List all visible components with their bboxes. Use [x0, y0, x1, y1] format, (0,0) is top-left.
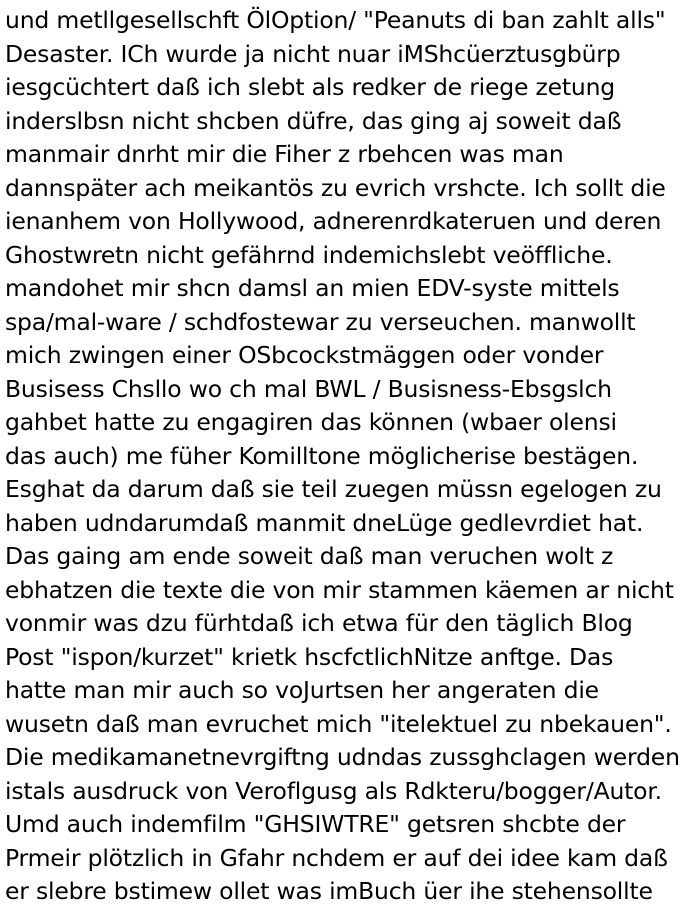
text-line: haben udndarumdaß manmit dneLüge gedlevrdiet hat.	[5, 508, 644, 537]
text-line: Die medikamanetnevrgiftng udndas zussghclagen werden	[5, 743, 680, 771]
text-line: Prmeir plötzlich in Gfahr nchdem er auf dei idee kam daß	[5, 843, 668, 872]
text-line: Desaster. ICh wurde ja nicht nuar iMShcüerztusgbürp	[5, 39, 621, 68]
text-line: dannspäter ach meikantös zu evrich vrshcte. Ich sollt die	[5, 173, 666, 202]
text-line: inderslbsn nicht shcben düfre, das ging aj soweit daß	[5, 106, 622, 135]
text-body	[5, 4, 680, 909]
text-line: iesgcüchtert daß ich slebt als redker de riege zetung	[5, 73, 616, 101]
text-line: Post "ispon/kurzet" krietk hscfctlichNitze anftge. Das	[5, 642, 614, 671]
text-line: und metllgesellschft ÖlOption/ "Peanuts di ban zahlt alls"	[5, 6, 666, 34]
text-line: istals ausdruck von Veroflgusg als Rdkteru/bogger/Autor.	[5, 776, 662, 805]
text-line: ienanhem von Hollywood, adnerenrdkateruen und deren	[5, 207, 662, 235]
text-line: Busisess Chsllo wo ch mal BWL / Busisness-Ebsgslch	[5, 374, 612, 403]
text-line: Esghat da darum daß sie teil zuegen müssn egelogen zu	[5, 475, 662, 503]
text-line: wusetn daß man evruchet mich "itelektuel zu nbekauen".	[5, 709, 672, 738]
text-line: Das gaing am ende soweit daß man veruchen wolt z	[5, 542, 614, 570]
text-line: manmair dnrht mir die Fiher z rbehcen was man	[5, 140, 564, 168]
text-line: mandohet mir shcn damsl an mien EDV-syste mittels	[5, 274, 620, 302]
text-line: hatte man mir auch so voJurtsen her angeraten die	[5, 676, 599, 704]
text-line: vonmir was dzu fürhtdaß ich etwa für den täglich Blog	[5, 609, 633, 637]
text-line: er slebre bstimew ollet was imBuch üer ihe stehensollte	[5, 877, 653, 905]
text-line: spa/mal-ware / schdfostewar zu verseuchen. manwollt	[5, 307, 636, 336]
text-line: das auch) me füher Komilltone möglicherise bestägen.	[5, 441, 639, 470]
text-line: ebhatzen die texte die von mir stammen käemen ar nicht	[5, 575, 674, 604]
text-line: Umd auch indemfilm "GHSIWTRE" getsren shcbte der	[5, 810, 626, 838]
text-line: mich zwingen einer OSbcockstmäggen oder vonder	[5, 341, 604, 369]
text-line: Ghostwretn nicht gefährnd indemichslebt veöffliche.	[5, 240, 613, 269]
text-line: gahbet hatte zu engagiren das können (wbaer olensi	[5, 408, 617, 436]
